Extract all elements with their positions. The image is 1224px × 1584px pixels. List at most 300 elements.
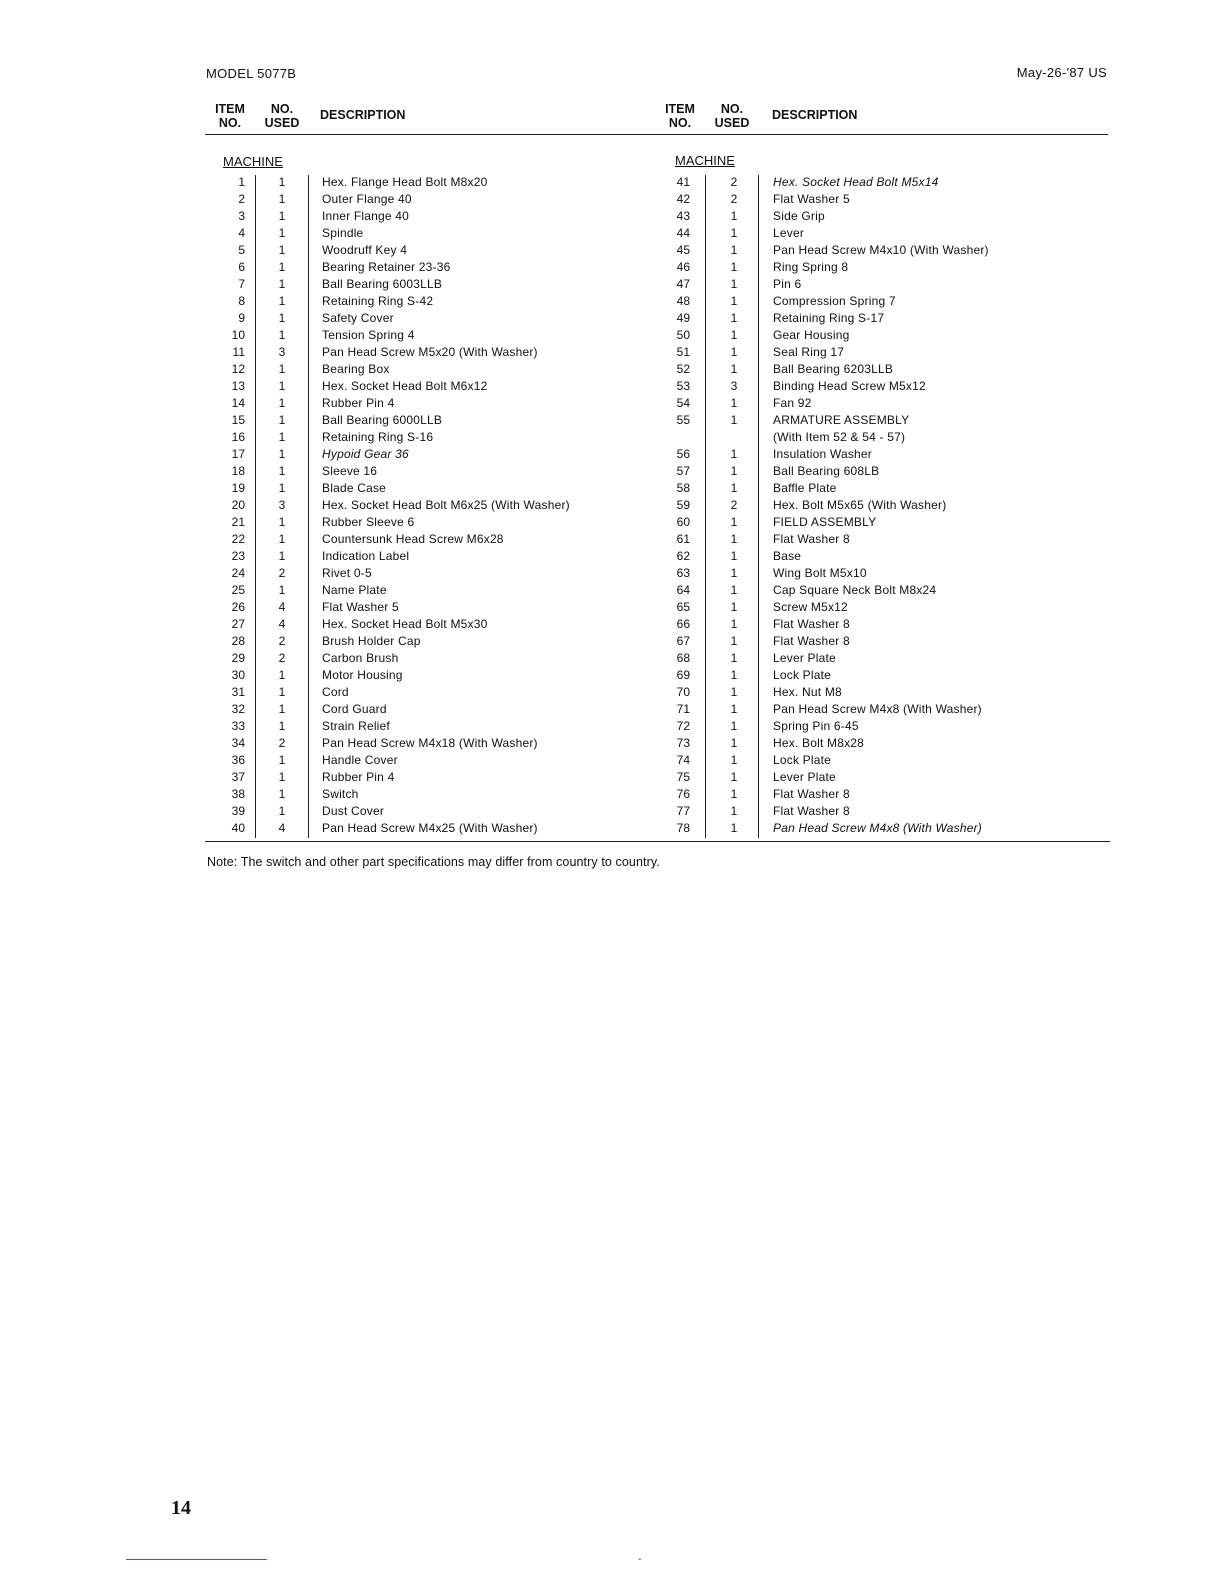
quantity-used: 1 xyxy=(730,532,738,546)
item-number: 11 xyxy=(232,345,245,359)
part-description: Ring Spring 8 xyxy=(773,260,849,274)
table-row xyxy=(655,480,1108,497)
table-row xyxy=(205,191,652,208)
quantity-used: 1 xyxy=(278,787,286,801)
table-row xyxy=(655,293,1108,310)
quantity-used: 2 xyxy=(278,651,286,665)
table-row xyxy=(655,327,1108,344)
quantity-used: 1 xyxy=(730,481,738,495)
part-description: ARMATURE ASSEMBLY xyxy=(773,413,910,427)
item-number: 78 xyxy=(676,821,690,835)
item-separator xyxy=(705,175,706,838)
quantity-used: 1 xyxy=(730,617,738,631)
table-row xyxy=(205,327,652,344)
part-description: Carbon Brush xyxy=(322,651,399,665)
item-number: 61 xyxy=(676,532,690,546)
table-row xyxy=(655,259,1108,276)
table-row xyxy=(655,531,1108,548)
part-description: Woodruff Key 4 xyxy=(322,243,408,257)
quantity-used: 1 xyxy=(278,685,286,699)
part-description: Pan Head Screw M4x25 (With Washer) xyxy=(322,821,538,835)
part-description: Ball Bearing 608LB xyxy=(773,464,880,478)
table-row xyxy=(205,735,652,752)
part-description: Lock Plate xyxy=(773,668,832,682)
section-heading xyxy=(205,134,652,172)
part-description: Inner Flange 40 xyxy=(322,209,410,223)
quantity-used: 3 xyxy=(278,345,286,359)
quantity-used: 1 xyxy=(730,566,738,580)
item-number: 68 xyxy=(676,651,690,665)
item-number: 73 xyxy=(676,736,690,750)
item-number: 37 xyxy=(231,770,245,784)
quantity-used: 4 xyxy=(278,600,286,614)
item-number: 8 xyxy=(238,294,245,308)
part-description: Base xyxy=(773,549,802,563)
section-title: MACHINE xyxy=(675,153,735,168)
table-row xyxy=(205,344,652,361)
table-row xyxy=(655,565,1108,582)
part-description: Wing Bolt M5x10 xyxy=(773,566,867,580)
table-row xyxy=(655,786,1108,803)
table-row xyxy=(205,531,652,548)
table-row xyxy=(205,616,652,633)
part-description: Motor Housing xyxy=(322,668,403,682)
table-row xyxy=(205,361,652,378)
section-heading xyxy=(655,134,1108,172)
part-description: Flat Washer 8 xyxy=(773,634,850,648)
part-description: Pan Head Screw M4x10 (With Washer) xyxy=(773,243,989,257)
item-number: 14 xyxy=(231,396,245,410)
item-number: 76 xyxy=(676,787,690,801)
part-description: Cord xyxy=(322,685,349,699)
quantity-used: 1 xyxy=(278,532,286,546)
item-number: 69 xyxy=(676,668,690,682)
part-description: Sleeve 16 xyxy=(322,464,378,478)
item-number: 45 xyxy=(676,243,690,257)
quantity-used: 1 xyxy=(278,583,286,597)
item-number: 16 xyxy=(231,430,245,444)
footer-link-line xyxy=(126,1559,267,1560)
quantity-used: 1 xyxy=(730,226,738,240)
item-number: 50 xyxy=(676,328,690,342)
part-description: Switch xyxy=(322,787,359,801)
item-number: 4 xyxy=(238,226,245,240)
table-row xyxy=(655,752,1108,769)
quantity-used: 1 xyxy=(730,821,738,835)
table-row xyxy=(655,344,1108,361)
quantity-used: 1 xyxy=(278,294,286,308)
item-number: 23 xyxy=(231,549,245,563)
part-description: Hex. Flange Head Bolt M8x20 xyxy=(322,175,488,189)
quantity-used: 2 xyxy=(278,566,286,580)
table-row xyxy=(655,599,1108,616)
table-row xyxy=(205,752,652,769)
item-number: 10 xyxy=(231,328,245,342)
part-description: Rubber Pin 4 xyxy=(322,770,395,784)
quantity-used: 1 xyxy=(278,447,286,461)
item-number: 56 xyxy=(676,447,690,461)
footnote: Note: The switch and other part specifications may differ from country to country. xyxy=(207,855,660,869)
table-row xyxy=(655,548,1108,565)
table-row xyxy=(205,633,652,650)
quantity-used: 1 xyxy=(278,175,286,189)
item-number: 17 xyxy=(231,447,245,461)
page-number: 14 xyxy=(171,1497,191,1519)
table-row xyxy=(655,174,1108,191)
quantity-used: 1 xyxy=(278,430,286,444)
quantity-used: 2 xyxy=(730,192,738,206)
part-description: Dust Cover xyxy=(322,804,385,818)
item-number: 71 xyxy=(676,702,690,716)
item-number: 20 xyxy=(231,498,245,512)
quantity-used: 1 xyxy=(278,804,286,818)
table-row xyxy=(655,361,1108,378)
part-description: Side Grip xyxy=(773,209,825,223)
part-description: Hex. Socket Head Bolt M5x14 xyxy=(773,175,939,189)
quantity-used: 1 xyxy=(730,736,738,750)
quantity-used: 1 xyxy=(278,515,286,529)
item-number: 30 xyxy=(231,668,245,682)
item-number: 27 xyxy=(231,617,245,631)
part-description: Safety Cover xyxy=(322,311,394,325)
part-description: Lever Plate xyxy=(773,651,836,665)
item-number: 2 xyxy=(238,192,245,206)
part-description: Hex. Socket Head Bolt M6x12 xyxy=(322,379,488,393)
used-separator xyxy=(758,175,759,838)
table-row xyxy=(205,718,652,735)
table-row xyxy=(205,820,652,837)
table-row xyxy=(205,786,652,803)
quantity-used: 1 xyxy=(730,770,738,784)
quantity-used: 1 xyxy=(278,413,286,427)
quantity-used: 1 xyxy=(278,260,286,274)
quantity-used: 4 xyxy=(278,821,286,835)
quantity-used: 1 xyxy=(730,345,738,359)
column-headers xyxy=(205,98,652,134)
header-description: DESCRIPTION xyxy=(320,108,406,122)
item-number: 65 xyxy=(676,600,690,614)
quantity-used: 1 xyxy=(730,804,738,818)
item-number: 77 xyxy=(676,804,690,818)
quantity-used: 1 xyxy=(278,464,286,478)
quantity-used: 1 xyxy=(278,362,286,376)
quantity-used: 1 xyxy=(278,209,286,223)
quantity-used: 1 xyxy=(730,753,738,767)
item-number: 1 xyxy=(238,175,245,189)
table-row xyxy=(205,684,652,701)
table-row xyxy=(655,582,1108,599)
part-description: Binding Head Screw M5x12 xyxy=(773,379,926,393)
item-number: 47 xyxy=(676,277,690,291)
table-row xyxy=(205,667,652,684)
item-number: 72 xyxy=(676,719,690,733)
table-row xyxy=(655,276,1108,293)
part-description: Ball Bearing 6003LLB xyxy=(322,277,443,291)
quantity-used: 3 xyxy=(278,498,286,512)
table-row xyxy=(655,463,1108,480)
item-number: 52 xyxy=(676,362,690,376)
column-headers xyxy=(655,98,1108,134)
part-description: Outer Flange 40 xyxy=(322,192,412,206)
table-row xyxy=(655,616,1108,633)
quantity-used: 2 xyxy=(278,634,286,648)
quantity-used: 1 xyxy=(730,294,738,308)
part-description: Cap Square Neck Bolt M8x24 xyxy=(773,583,937,597)
item-number: 60 xyxy=(676,515,690,529)
item-number: 67 xyxy=(676,634,690,648)
item-number: 64 xyxy=(676,583,690,597)
header-no-used: NO. USED xyxy=(714,102,750,130)
item-number: 25 xyxy=(231,583,245,597)
item-number: 59 xyxy=(676,498,690,512)
quantity-used: 1 xyxy=(730,634,738,648)
parts-column-left xyxy=(205,98,652,837)
table-row xyxy=(205,293,652,310)
part-description: Countersunk Head Screw M6x28 xyxy=(322,532,504,546)
item-number: 26 xyxy=(231,600,245,614)
item-number: 38 xyxy=(231,787,245,801)
quantity-used: 1 xyxy=(730,549,738,563)
part-description: Lever xyxy=(773,226,805,240)
item-separator xyxy=(255,175,256,838)
item-number: 36 xyxy=(231,753,245,767)
table-row xyxy=(205,174,652,191)
table-row xyxy=(655,820,1108,837)
part-description: Gear Housing xyxy=(773,328,850,342)
item-number: 62 xyxy=(676,549,690,563)
part-description: Brush Holder Cap xyxy=(322,634,421,648)
table-row xyxy=(655,429,1108,446)
part-description: Lever Plate xyxy=(773,770,836,784)
part-description: Pan Head Screw M4x18 (With Washer) xyxy=(322,736,538,750)
quantity-used: 1 xyxy=(278,226,286,240)
item-number: 29 xyxy=(231,651,245,665)
table-row xyxy=(205,242,652,259)
table-row xyxy=(205,463,652,480)
part-description: Flat Washer 8 xyxy=(773,532,850,546)
part-description: Lock Plate xyxy=(773,753,832,767)
table-row xyxy=(655,514,1108,531)
quantity-used: 1 xyxy=(730,668,738,682)
part-description: Pan Head Screw M5x20 (With Washer) xyxy=(322,345,538,359)
item-number: 3 xyxy=(238,209,245,223)
model-number: MODEL 5077B xyxy=(206,66,297,81)
used-separator xyxy=(308,175,309,838)
table-row xyxy=(655,769,1108,786)
item-number: 41 xyxy=(676,175,690,189)
header-description: DESCRIPTION xyxy=(772,108,858,122)
item-number: 43 xyxy=(676,209,690,223)
quantity-used: 1 xyxy=(730,311,738,325)
table-row xyxy=(655,650,1108,667)
item-number: 75 xyxy=(676,770,690,784)
table-row xyxy=(655,412,1108,429)
table-row xyxy=(655,718,1108,735)
part-description: Strain Relief xyxy=(322,719,390,733)
item-number: 13 xyxy=(231,379,245,393)
item-number: 7 xyxy=(238,277,245,291)
table-row xyxy=(205,395,652,412)
item-number: 6 xyxy=(238,260,245,274)
quantity-used: 1 xyxy=(278,379,286,393)
part-description: Flat Washer 8 xyxy=(773,617,850,631)
table-row xyxy=(205,599,652,616)
table-row xyxy=(205,446,652,463)
part-description: Flat Washer 5 xyxy=(773,192,850,206)
quantity-used: 1 xyxy=(278,311,286,325)
quantity-used: 1 xyxy=(278,192,286,206)
quantity-used: 1 xyxy=(730,209,738,223)
parts-list-right xyxy=(655,174,1108,837)
part-description: Bearing Box xyxy=(322,362,390,376)
part-description: Hex. Bolt M5x65 (With Washer) xyxy=(773,498,947,512)
item-number: 15 xyxy=(231,413,245,427)
table-row xyxy=(205,497,652,514)
part-description: Rubber Sleeve 6 xyxy=(322,515,415,529)
table-row xyxy=(205,276,652,293)
part-description: Spring Pin 6-45 xyxy=(773,719,859,733)
table-row xyxy=(655,191,1108,208)
part-description: Pan Head Screw M4x8 (With Washer) xyxy=(773,821,983,835)
part-description: Baffle Plate xyxy=(773,481,837,495)
quantity-used: 1 xyxy=(278,719,286,733)
part-description: Handle Cover xyxy=(322,753,398,767)
table-row xyxy=(205,225,652,242)
part-description: Cord Guard xyxy=(322,702,387,716)
table-bottom-rule xyxy=(205,841,1110,842)
quantity-used: 1 xyxy=(730,328,738,342)
item-number: 49 xyxy=(676,311,690,325)
part-description: Rivet 0-5 xyxy=(322,566,372,580)
quantity-used: 1 xyxy=(278,481,286,495)
quantity-used: 1 xyxy=(730,413,738,427)
item-number: 53 xyxy=(676,379,690,393)
table-row xyxy=(205,514,652,531)
quantity-used: 1 xyxy=(278,328,286,342)
item-number: 54 xyxy=(676,396,690,410)
table-row xyxy=(655,803,1108,820)
item-number: 12 xyxy=(231,362,245,376)
table-row xyxy=(205,701,652,718)
quantity-used: 1 xyxy=(730,277,738,291)
part-description: Indication Label xyxy=(322,549,410,563)
table-row xyxy=(655,395,1108,412)
quantity-used: 1 xyxy=(278,549,286,563)
table-row xyxy=(205,565,652,582)
table-row xyxy=(655,208,1108,225)
table-row xyxy=(655,446,1108,463)
part-description: Ball Bearing 6203LLB xyxy=(773,362,894,376)
item-number: 5 xyxy=(238,243,245,257)
quantity-used: 1 xyxy=(730,787,738,801)
quantity-used: 1 xyxy=(730,583,738,597)
quantity-used: 1 xyxy=(730,600,738,614)
part-description: Compression Spring 7 xyxy=(773,294,896,308)
table-row xyxy=(655,701,1108,718)
table-row xyxy=(205,803,652,820)
table-row xyxy=(205,582,652,599)
item-number: 21 xyxy=(231,515,245,529)
quantity-used: 4 xyxy=(278,617,286,631)
quantity-used: 3 xyxy=(730,379,738,393)
item-number: 9 xyxy=(238,311,245,325)
table-row xyxy=(205,378,652,395)
item-number: 33 xyxy=(231,719,245,733)
item-number: 63 xyxy=(676,566,690,580)
quantity-used: 1 xyxy=(730,362,738,376)
item-number: 51 xyxy=(676,345,690,359)
part-description: Pan Head Screw M4x8 (With Washer) xyxy=(773,702,982,716)
part-description: (With Item 52 & 54 - 57) xyxy=(773,430,906,444)
table-row xyxy=(655,242,1108,259)
part-description: Flat Washer 8 xyxy=(773,804,850,818)
table-row xyxy=(205,769,652,786)
table-row xyxy=(655,310,1108,327)
quantity-used: 1 xyxy=(730,515,738,529)
table-row xyxy=(655,497,1108,514)
quantity-used: 2 xyxy=(730,175,738,189)
item-number: 40 xyxy=(231,821,245,835)
quantity-used: 1 xyxy=(278,770,286,784)
quantity-used: 1 xyxy=(730,702,738,716)
part-description: Hex. Socket Head Bolt M5x30 xyxy=(322,617,488,631)
item-number: 28 xyxy=(231,634,245,648)
table-row xyxy=(205,310,652,327)
item-number: 70 xyxy=(676,685,690,699)
part-description: Spindle xyxy=(322,226,364,240)
part-description: Rubber Pin 4 xyxy=(322,396,395,410)
part-description: Hex. Nut M8 xyxy=(773,685,842,699)
quantity-used: 1 xyxy=(730,396,738,410)
table-row xyxy=(205,480,652,497)
item-number: 24 xyxy=(231,566,245,580)
part-description: Flat Washer 5 xyxy=(322,600,399,614)
item-number: 19 xyxy=(231,481,245,495)
item-number: 42 xyxy=(676,192,690,206)
header-item-no: ITEM NO. xyxy=(215,102,245,130)
table-row xyxy=(205,412,652,429)
table-row xyxy=(205,208,652,225)
item-number: 46 xyxy=(676,260,690,274)
table-row xyxy=(655,735,1108,752)
item-number: 74 xyxy=(676,753,690,767)
part-description: Screw M5x12 xyxy=(773,600,848,614)
item-number: 39 xyxy=(231,804,245,818)
header-rule xyxy=(205,134,1108,135)
parts-column-right xyxy=(655,98,1108,837)
part-description: Retaining Ring S-42 xyxy=(322,294,434,308)
part-description: Tension Spring 4 xyxy=(322,328,415,342)
quantity-used: 1 xyxy=(730,685,738,699)
item-number: 34 xyxy=(231,736,245,750)
quantity-used: 1 xyxy=(730,719,738,733)
quantity-used: 1 xyxy=(730,260,738,274)
part-description: Bearing Retainer 23-36 xyxy=(322,260,451,274)
item-number: 31 xyxy=(231,685,245,699)
part-description: Insulation Washer xyxy=(773,447,873,461)
item-number: 55 xyxy=(676,413,690,427)
part-description: Fan 92 xyxy=(773,396,812,410)
item-number: 58 xyxy=(676,481,690,495)
table-row xyxy=(655,225,1108,242)
quantity-used: 1 xyxy=(278,702,286,716)
table-row xyxy=(655,378,1108,395)
part-description: Blade Case xyxy=(322,481,387,495)
table-row xyxy=(205,548,652,565)
part-description: Retaining Ring S-16 xyxy=(322,430,434,444)
part-description: Pin 6 xyxy=(773,277,802,291)
quantity-used: 1 xyxy=(730,243,738,257)
